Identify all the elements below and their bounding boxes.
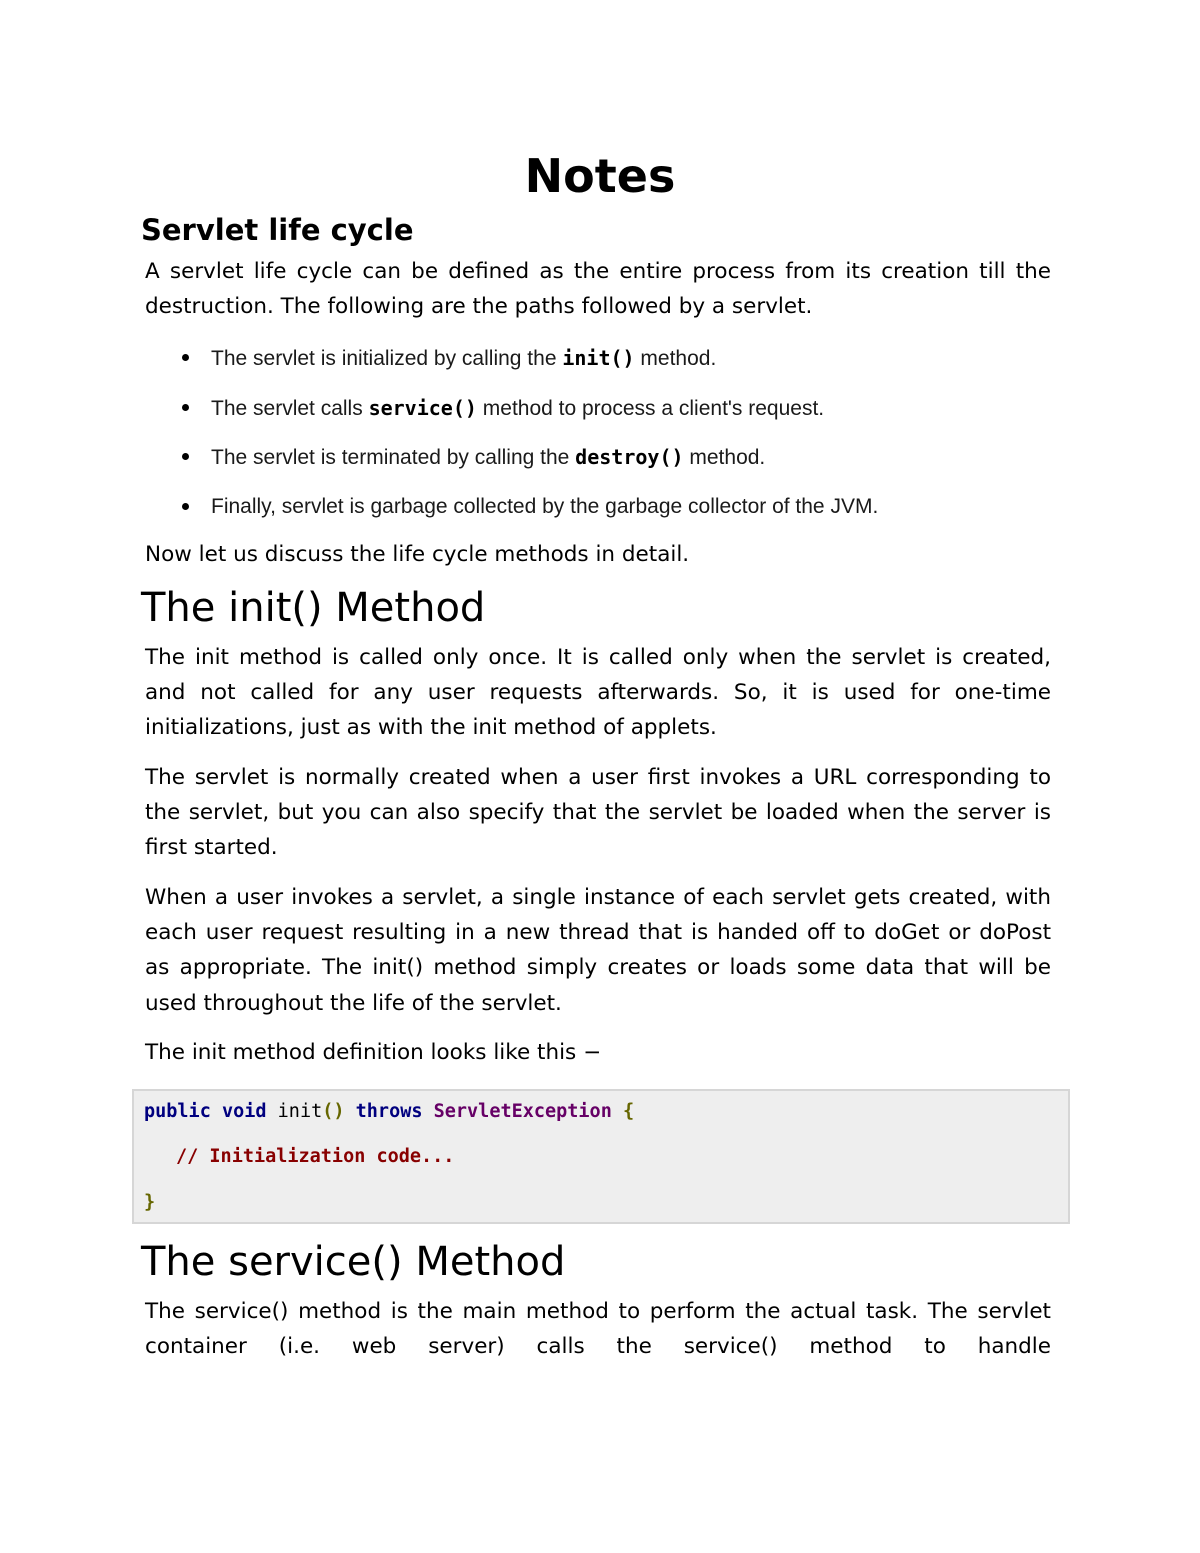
list-item-text: Finally, servlet is garbage collected by the garbage collector of the JVM. xyxy=(211,494,879,518)
list-item-text: The servlet is terminated by calling the xyxy=(211,446,576,470)
init-definition-intro: The init method definition looks like this − xyxy=(145,1040,602,1065)
code-keyword: public xyxy=(144,1101,211,1122)
list-item xyxy=(145,338,1051,388)
bullet-icon xyxy=(182,453,189,460)
bullet-icon xyxy=(182,354,189,361)
code-term: service() xyxy=(368,395,477,420)
code-block-init xyxy=(132,1089,1070,1224)
code-punctuation: () xyxy=(322,1101,345,1122)
list-item xyxy=(145,388,1051,438)
intro-paragraph: A servlet life cycle can be defined as the entire process from its creation till the destruction. The following are the paths followed by a servlet. xyxy=(145,259,1051,320)
lifecycle-steps-list xyxy=(145,338,1051,536)
list-item-text: The servlet calls xyxy=(211,396,369,420)
code-comment: // Initialization code... xyxy=(176,1146,455,1167)
list-item-text: method to process a client's request. xyxy=(476,396,825,420)
bullet-icon xyxy=(182,404,189,411)
code-line xyxy=(144,1191,155,1215)
service-method-heading: The service() Method xyxy=(141,1239,566,1285)
code-term: destroy() xyxy=(575,445,684,470)
list-item xyxy=(145,487,1051,537)
page-title: Notes xyxy=(524,149,676,203)
list-item-text: method. xyxy=(683,446,766,470)
list-item xyxy=(145,437,1051,487)
discuss-line: Now let us discuss the life cycle methods in detail. xyxy=(145,542,690,567)
bullet-icon xyxy=(182,503,189,510)
list-item-text: method. xyxy=(634,347,717,370)
code-type: ServletException xyxy=(433,1101,612,1122)
init-paragraph-1: The init method is called only once. It is called only when the servlet is created, and not called for any user requests afterwards. So, it is used for one-time initializations, just as with the init method of applets. xyxy=(145,645,1051,741)
code-term: init() xyxy=(562,346,635,370)
code-comment-line xyxy=(176,1145,454,1169)
code-keyword: throws xyxy=(355,1101,423,1122)
code-punctuation: } xyxy=(144,1192,156,1213)
init-paragraph-3: When a user invokes a servlet, a single instance of each servlet gets created, with each user request resulting in a new thread that is handed off to doGet or doPost as appropriate. The init() method simply creates or loads some data that will be used throughout the life of the servlet. xyxy=(145,885,1051,1016)
service-paragraph: The service() method is the main method to perform the actual task. The servlet container (i.e. web server) calls the service() method to handle xyxy=(145,1299,1051,1360)
code-function-name: init xyxy=(277,1101,323,1122)
init-paragraph-2: The servlet is normally created when a user first invokes a URL corresponding to the servlet, but you can also specify that the servlet be loaded when the server is first started. xyxy=(145,765,1051,861)
code-keyword: void xyxy=(221,1101,267,1122)
list-item-text: The servlet is initialized by calling the xyxy=(211,347,563,370)
section-heading-servlet-life-cycle: Servlet life cycle xyxy=(141,213,414,247)
init-method-heading: The init() Method xyxy=(141,585,486,631)
code-line xyxy=(144,1100,634,1124)
code-punctuation: { xyxy=(622,1101,635,1122)
